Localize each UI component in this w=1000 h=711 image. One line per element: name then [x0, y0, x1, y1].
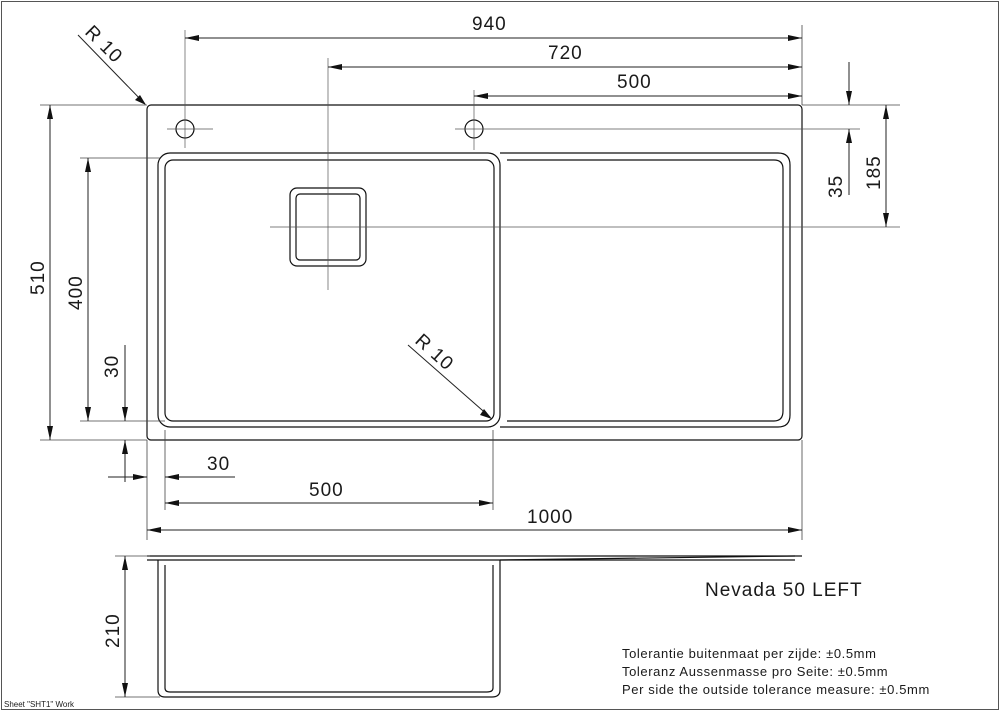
- arrow-35-top: [846, 91, 852, 105]
- arrow-30-left-bottom: [122, 440, 128, 454]
- arrow-500-bottom-right: [479, 500, 493, 506]
- arrow-1000-left: [147, 527, 161, 533]
- label-30-bottom: 30: [207, 454, 231, 475]
- label-500-top: 500: [617, 72, 652, 93]
- bowl-inner-outline: [165, 160, 494, 421]
- arrow-940-right: [788, 35, 802, 41]
- label-400: 400: [66, 275, 87, 310]
- sink-outline: [147, 105, 802, 440]
- tolerance-text-nl: Tolerantie buitenmaat per zijde:: [622, 646, 827, 661]
- tolerance-line-nl: [622, 646, 877, 661]
- label-720: 720: [548, 43, 583, 64]
- sheet-label: Sheet "SHT1" Work: [4, 700, 74, 709]
- label-210: 210: [103, 613, 124, 648]
- label-35: 35: [826, 174, 847, 198]
- tolerance-line-de: [622, 664, 888, 679]
- arrow-400-top: [85, 158, 91, 172]
- drainboard-outline: [500, 153, 790, 427]
- arrow-30-bottom-right: [165, 474, 179, 480]
- arrow-720-left: [328, 64, 342, 70]
- tolerance-notes: [622, 646, 930, 697]
- side-bowl-outline: [158, 560, 500, 697]
- arrow-30-bottom-left: [133, 474, 147, 480]
- arrow-30-left-top: [122, 407, 128, 421]
- label-185: 185: [864, 155, 885, 190]
- tolerance-value-de: ±0.5mm: [837, 664, 889, 679]
- label-940: 940: [472, 14, 507, 35]
- arrow-940-left: [185, 35, 199, 41]
- arrow-210-top: [122, 556, 128, 570]
- arrow-720-right: [788, 64, 802, 70]
- arrow-500-top-left: [474, 93, 488, 99]
- arrow-r10-bowl: [480, 409, 492, 419]
- arrow-r10-top: [135, 95, 146, 105]
- arrow-500-bottom-left: [165, 500, 179, 506]
- label-500-bottom: 500: [309, 480, 344, 501]
- dimension-labels: [28, 14, 885, 648]
- arrow-400-bottom: [85, 407, 91, 421]
- product-title: Nevada 50 LEFT: [705, 580, 863, 601]
- sink-top-view: [147, 30, 900, 440]
- arrow-500-top-right: [788, 93, 802, 99]
- label-1000: 1000: [527, 507, 574, 528]
- label-r10-bowl: R 10: [410, 330, 458, 376]
- tolerance-text-en: Per side the outside tolerance measure:: [622, 682, 880, 697]
- tolerance-value-nl: ±0.5mm: [826, 646, 877, 661]
- label-r10-top: R 10: [80, 21, 127, 68]
- arrow-510-top: [47, 105, 53, 119]
- arrow-185-bottom: [883, 213, 889, 227]
- label-30-left: 30: [102, 354, 123, 378]
- label-510: 510: [28, 260, 49, 295]
- arrow-35-bottom: [846, 129, 852, 143]
- tolerance-value-en: ±0.5mm: [879, 682, 930, 697]
- arrow-1000-right: [788, 527, 802, 533]
- side-bowl-inner: [165, 565, 493, 692]
- drainboard-inner-outline: [507, 160, 783, 421]
- tolerance-line-en: [622, 682, 930, 697]
- arrow-210-bottom: [122, 683, 128, 697]
- tolerance-text-de: Toleranz Aussenmasse pro Seite:: [622, 664, 838, 679]
- arrow-185-top: [883, 105, 889, 119]
- arrow-510-bottom: [47, 426, 53, 440]
